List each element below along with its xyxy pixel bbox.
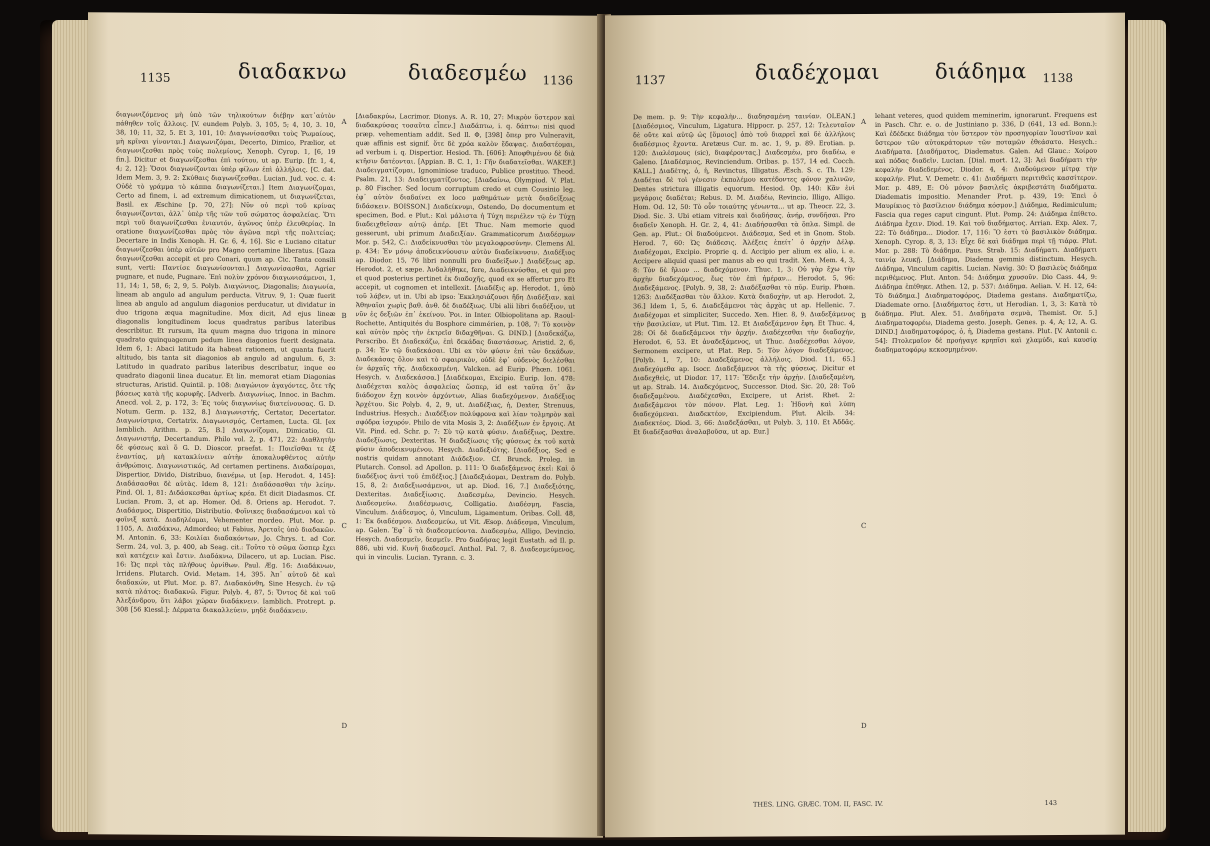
margin-letter: D [341, 721, 348, 731]
margin-letter: B [341, 311, 347, 321]
right-page-edges [1128, 20, 1166, 832]
running-headword: διαδεσμέω [408, 60, 528, 86]
margin-letter: C [341, 521, 347, 531]
open-book [48, 14, 1162, 836]
margin-letter: D [861, 721, 867, 731]
text-columns [116, 110, 575, 815]
running-headword: διάδημα [935, 59, 1027, 84]
margin-letter: A [861, 117, 867, 127]
signature-mark: 143 [1044, 798, 1057, 808]
page-number: 1136 [542, 73, 573, 88]
page-footer: THES. LING. GRÆC. TOM. II, FASC. IV. [753, 799, 884, 809]
left-page-header [88, 59, 603, 108]
right-page-header [605, 59, 1125, 108]
page-number: 1135 [140, 70, 171, 85]
right-page [605, 13, 1125, 838]
margin-letter: A [341, 117, 347, 127]
text-column-right: lehant veteres, quod quidem meminerim, ignorarunt. Frequens est in Pasch. Chr. e. o. de Justiniano p. 336, D (641, 13 ed. Bonn.): Καὶ ἐδέδεκε διάδημα τὸν ὕστερον τὸν προσηγορίαν Ἰουστῖνον καὶ ὕστερον τῶν αὐτοκράτορων τῶν ποταμῶν ἐθεάσατο. Hesych.: Διαδήματα. [Διαδήματος, Diadematus. Galen. Ad Glauc.: Χοίρου καὶ πόδας διαδεῖν. Lucian. [Dial. mort. 12, 3]: Ἀεὶ διαδήματι τὴν κεφαλὴν διαδεδεμένος. Diodor. 4, 4: Διαδούμενον μίτρᾳ τὴν κεφαλήν. Plut. V. Demetr. c. 41: Διαδήματι περιτιθεὶς κασσίτερον. Mor. p. 489, E: Οὐ μόνον βασιλεῖς ἀκριβεστάτη διαδήματα. Diadematis impositio. Menander Prot. p. 439, 19: Ἐπεὶ ὁ Μαυρίκιος τὸ βασίλειον διάδημα κόσμον.] Διάδημα, Redimiculum; Fascia qua reges caput cingunt. Plut. Pomp. 24: Διάδημα ἐπίθετο. Διάδημα ἔχειν. Diod. 19. Καὶ τοῦ διαδήματος. Arrian. Exp. Alex. 7, 22: Τὸ διάδημα... Diodor. 17, 116: Ὃ ἐστι τὸ βασιλικὸν διάδημα. Xenoph. Cyrop. 8, 3, 13: Εἶχε δὲ καὶ διάδημα περὶ τῇ τιάρᾳ. Plut. Mor. p. 288: Τὸ διάδημα. Paus. Strab. 15: Διαδήματι. Διαδήματι ταινίᾳ λευκῇ. [Διάδημα, Diadema gemmis distinctum. Hesych. Διάδημα, Vinculum capitis. Lucian. Navig. 30: Ὁ βασιλεὺς διάδημα περιθέμενος. Plut. Anton. 54: Διάδημα χρυσοῦν. Dio Cass. 44, 9: Διάδημα ἐπέθηκε. Athen. 12, p. 537: Διάδημα. Aelian. V. H. 12, 64: Τὸ διάδημα.] Διαδηματοφόρος, Diadema gestans. Διαδηματίζω, Diademate orno. [Διαδήματος ἐστι, ut Herodian. 1, 3, 3: Κατὰ τὸ διάδημα. Plut. Alex. 51. Διαδήματα σεμνὰ, Themist. Or. 5.] Διαδηματοφορέω, Diadema gesto. Joseph. Genes. p. 4, A; 12, A. G. DIND.] Διαδηματοφόρος, ὁ, ἡ, Diadema gestans. Plut. [V. Antonii c. 54]: Πτολεμαῖον δὲ προήγαγε κρηπῖσι καὶ χλαμύδι, καὶ καυσίᾳ διαδηματοφόρῳ κεκοσμημένον. [875, 110, 1097, 354]
left-page-edges [52, 20, 90, 832]
text-column-right: [Διαδακρύω, Lacrimor. Dionys. A. R. 10, 27: Μικρὸν ὕστερον καὶ διαδακρύσας τοσαῦτα εἶπεν.] Διαδάπτω, i. q. δάπτω: nisi quod præp. vehementiam addit. Sed Il. Φ, [398] ὅπερ pro Vulneravit, quæ affinis est signif. ὅτε δὲ χρόα καλὸν ἔδαψας. Διαδατέομαι, ad verbum i. q. Dispertior. Hesiod. Th. [606]: Ἀποφθιμένου δὲ διὰ κτῆσιν δατέονται. [Appian. B. C. 1, 1: Γῆν διαδατεῖσθαι. WAKEF.] Διαδειγματίζομαι, Ignominiose traduco, Publice prostituo. Theod. Psalm. 21, 13: Διαδειγματίζοντος. [Διαδαίνω, Olympiod. V. Plat. p. 80 Fischer. Sed locum corruptum credo et cum Cousinio leg. ἐφ᾽ αὐτὸν διαδαίνει ex loco μαθημάτων μετὰ διαδείξεως διδάσκειν. BOISSON.] Διαδείκνυμι, Ostendo, Do documentum et specimen, Bod. e Plut.: Καὶ μάλιστα ἡ Τύχη περιέλεν τῷ ἐν Τύχῃ διαδειχθεῖσαν αὐτῷ ἀπέρ. [Et Thuc. Nam memorie quod gesserunt, ubi primum Διαδειξίαν. Grammaticorum Διαδέσμων Mor. p. 542, C.: Διαδείκνυσθαι τὸν μεγαλοφροσύνην. Clemens Al. p. 434: Ἐν μόνῳ ἀποδεικνύουσιν αὐτὸν διαδείκνυσιν. Διαδέξιος ap. Diodor. 15, 76 libri nonnulli pro διαδείξων.] Διαδέξεως ap. Herodot. 2, et sæpe. Ἀνδαλήθηκε, fere, Διαδεικνύσθαι, et qui pro et quod posterius pertinet ἐκ διαδοχῆς, quod ex se affertur pro Et accepit, ut cognomen et intellexit. [Διαδέξις ap. Herodot. 1, ὑπὸ τοῦ λάβεν, ut in. Ubi ab ipso: Ἐκκλησιάζουσι ἤδη Διαδέξιαν. καὶ Ἀθηναῖοι χωρὶς βαθ. ἀνθ. δὲ διαδέξιως. Ubi alii libri διαδέξιον, ut νῦν ἐς δεξιῶν ἐπ᾽ ἐκείνου. Ῥοι. in Inter. Olbiopolitana ap. Raoul-Rochette, Antiquités du Bosphore cimmérien, p. 108, 7: Τὸ κοινὸν καὶ αὐτὸν πρὸς τὴν ἐκτρεῖσ διδαχθῆναι. G. DIND.] [Διαδεκάζω, Perscribo. Et Διαδεκάζω, ἐπὶ δεκάδας διαστάσεως. Aristid. 2, 6, p. 34: Ἐν τῷ διαδεκάσαι. Ubi ex τὸν φύσιν ἐπὶ τῶν δεκάδων. Διαδεκάσας ὅλον καὶ τὸ σφαιρικὸν, οὐδὲ ἐφ᾽ οὐδενὸς διελέσθαι ἐν ἀρχαῖς τῆς. Διαδεκασμένη. Valcken. ad Eurip. Phœn. 1061. Hesych. v. Διαδεκάσσα.] [Διαδέκομαι, Excipio. Eurip. Ion. 478: Διαδέχεται καλὸς ἀσφαλείας ὥσπερ, id est ταῦτα ὅτ᾽ ἂν διάδοχον ἔχῃ κοινὸν ἀρχόντων, Alias διαδεχόμενον. Διαδέξιος Ἀρχέτου. Sic Polyb. 4, 2, 9, ut. Διαδέξιας, ἡ, Dexter, Strenuus, Industrius. Hesych.: Διαδέξιον πολύφρονα καὶ λίαν τολμηρὸν καὶ σφόδρα ἰσχυρόν. Philo de vita Mosis 3, 2: Διαδέξιων ἐν ἔργοις. At Vit. Pind. ed. Schr. p. 7: Σὺ τῷ κατὰ φύσιν. Διαδέξιως, Dextre. Διαδεξίωσις, Dexteritas. Ἡ διαδεξίωσις τῆς φύσεως ἐκ τοῦ κατὰ φύσιν ἀποδεικνυμένου. Hesych. Διαδεξιότης. [Διαδέξιος, Sed e nostris quidam annotant Διάδεξιον. Cf. Brunck. Proleg. in Plutarch. Consol. ad Apollon. p. 111: Ὁ διαδεξάμενος ἐκεῖ: Καὶ ὁ διαδέξιος ἀντὶ τοῦ ἐπιδέξιος.] [Διαδεξιάομαι, Dextram do. Polyb. 15, 8, 2: Διαδεξιωσάμενοι, ut ap. Diod. 16, 7.] Διαδεξιότης, Dexteritas. Διαδεξίωσις. Διαδεσμέω, Devincio. Hesych. Διαδεσμεύω. Διαδέσμωσις, Colligatio. Διαδέσμη, Fascia, Vinculum. Διάδεσμος, ὁ, Vinculum, Ligamentum. Oribas. Coll. 48, 1: Ἐκ διαδέσμου. Διαδεσμεύω, ut Vit. Æsop. Διάδεσμα, Vinculum, ap. Galen. Ἐφ᾽ ὅ τὰ διαδεσμεύοντα. Διαδεσμέω, Alligo, Devincio. Hesych. Διαδεσμεῖν, δεσμεῖν. Pro διαδήσας legit Eustath. ad Il. p. 886, ubi vid. Κυνῆ διαδεσμεῖ. Anthol. Pal. 7, 8. Διαδεσμεύμενος, qui in vinculis. Lucian. Tyrann. c. 3. [355, 112, 575, 562]
text-column-left: διαγωνιζόμενος μὴ ὑπὸ τῶν τηλικούτων διέβην κατ᾽αὐτὸν πάθηθεν τοῖς ἄλλοις. [V. eundem Polyb. 3, 105, 5; 4, 10, 3. 10, 38, 10; 11, 32, 5. Et 3, 101, 10: Διαγωνίσασθαι τοὺς Ῥωμαίους, μὴ κρῖναι γίνονται.] Διαγωνιζόμαι, Decerto, Dimico, Prælior, et διαγωνιζεσθαι πρὸς τοὺς πολεμίους, Xenoph. Cyrop. 1, [6, 19 fin.]. Dicitur et διαγωνίζεσθαι ἐπὶ τούτου, ut ap. Eurip. [fr. 1, 4, 4; 2, 12]: Ὅσοι διαγωνίζονται ὑπὲρ φίλων ἐπὶ ἀλλήλοις. [C. dat. Idem Mem. 3, 9. 2: Σκύθαις διαγωνίζεσθαι. Lucian. Jud. voc. c. 4: Οὐδὲ τὸ γράμμα τὸ κάππα διαγωνίζεται.] Item Διαγωνίζομαι, Certo ad finem, i. ad extremum dimicationem, ut διαγωνίζεται, Basil. ex Æschine [p. 70, 27]: Νῦν οὐ περὶ τοῦ κρίνας διαγωνίζονται, ἀλλ᾽ ὑπὲρ τῆς τῶν τοῦ σώματος ἀσφαλείας. Ὅτι περὶ τοῦ διαγωνίζεσθαι ἐνιαυτόν, ἀγῶνος ὑπὲρ ἐλευθερίας. In oratione διαγωνίζεσθαι πρὸς τὸν ἀγῶνα περὶ τῆς πολιτείας; Decertare in Indis Xenoph. H. Gr. 6, 4, 16]. Sic e Luciano citatur διαγωνίζεσθαι ὑπὲρ αὐτῶν pro Magno certamine liberatus. [Gaza διαγωνίζεσθαι accepit et pro Conari, quum ap. Cic. Tanta consili sunt, verti: Παντίσε διαγωνίσονται.] Διαγωνίσασθαι, Agrier pugnare, et nude, Pugnare. Ἐπὶ πολὺν χρόνον διαγωνισάμενοι, 1, 11, 14; 1, 58, 6; 2, 9, 5. Polyb. Διαγώνιος, Diagonalis; Διαγωνία, lineam ab angulo ad angulum perducta. Vitruv. 9, 1: Quæ fuerit linea ab angulo ad angulum diagonios perducatur, ut dividatur in duo trigona æqua magnitudine. Mox dicit, Ad ejus lineæ diagonalis longitudinem locus quadratus paribus lateribus describitur. Et rursum, Ita quum magna duo trigona in minore quadrato quinquagenum pedum linea diagonios fuerit designata. Idem 6, 1: Abaci latitudo ita habeat rationem, ut quanta fuerit altitudo, bis tanta sit diagonios ab angulo ad angulum. 6, 3: Latitudo in quadrato paribus lateribus describatur, inque eo quadrato diagonii linea ducatur. Et lin. memorat etiam Diagonias structuras, Aristid. Quintil. p. 108: Διαγώνιον ἀγαγόντες, ὅτε τῆς βάσεως κατὰ τῆς κορυφῆς. [Adverb. Διαγωνίως, Innoc. in Bachm. Anecd. vol. 2, p. 172, 3: Ἐς τοὺς διαγωνίως διατείνουσας. G. D. Notum. Germ. p. 132, 8.] Διαγωνιστής, Certator, Decertator. Διαγωνίστρια, Certatrix. Διαγωνισμός, Certamen, Lucta. Gl. [ex Iamblich. Arithm. p. 25, B.] Διαγωνίζομαι, Dimicatio, Gl. Διαγωνιστήρ, Decertandum. Philo vol. 2, p. 471, 22: Διαθλητὴν δὲ φύσεως καὶ ὅ G. D. Dioscor. praefat. 1: Ποιεῖσθαι τε ἐξ ἐναντίας, μὴ κατακλίνειν αὐτὴν ἀποκαλυφθέντος αὐτὴν ἀνθρώποις. Διαγωνιστικός, Ad certamen pertinens. Διαδαίρομαι, Dispertior, Divido, Distribuo, διανέμω, ut [ap. Herodot. 4, 145]: Διαδάσασθαι δὲ αὐτὰς. Idem 8, 121: Διαδάσασθαι τὴν λείην. Pind. Ol. 1, 81: Διδάσκεσθαι ἀρτίως κρέα. Et dicit Diadasmos. Cf. Lucian. Prom. 3, et ap. Homer. Od. 8. Oriens ap. Herodot. 7. Διαδάσμος, Dispertitio, Distributio. Φοῖνικες διαδασάμενοι καὶ τὸ φοῖνιξ κατὰ. Διαδηλέομαι, Vehementer mordeo. Plut. Mor. p. 1105, A. Διαδάκνω, Admordeo; ut Fabius, Ἀρεταῖς ὑπὸ διαδακῶν. M. Antonin. 6, 33: Κοιλίαι διαδακόντων, Jo. Chrys. t. ad Cor. Serm. 24, vol. 3, p. 400, ab Seag. cit.: Τοῦτο τὸ σῶμα ὥσπερ ἔχει καὶ κατέχειν καὶ ἔστιν. Διαδάκνω, Dilacero, ut ap. Lucian. Pisc. 16: Ὡς περὶ τὰς πλήθους ὀρνίθων. Paul. Æg. 16: Διαδάκνων, Irridens. Plutarch. Ovid. Metam. 14, 395. Ἀπ᾽ αὐτοῦ δὲ καὶ διαδακών, ut Plut. Mor. p. 87. Διαδακόνθη, Sine Hesych. ἐν τῷ κατὰ πλάτος: διαδακνῶ. Figur. Polyb. 4, 87, 5: Ὄντος δὲ καὶ τοῦ Ἀλεξάνδρου, ὅτι λάβοι χώραν διαδάκνειν. Iamblich. Protrept. p. 308 [56 Kiessl.]: Δέρματα διακαλλεύειν, μηδὲ διαδάκνειν. [116, 110, 336, 615]
page-number: 1138 [1042, 70, 1073, 86]
left-page [88, 12, 603, 838]
text-columns [633, 111, 1097, 815]
margin-letter: C [861, 521, 867, 531]
text-column-left: De mem. p. 9: Τὴν κεφαλὴν... διαδησαμένη ταινίαν. OLEAN.] [Διαδέσμιος, Vinculum, Ligatura. Hippocr. p. 257, 12: Τελευταῖον δὲ οὔτε καὶ αὐτῷ ὡς [ὅμοιος] ἀπὸ τοῦ διαρρεῖ καὶ δὲ ἀλλήλοις διαδέσμιος ἔχοντα. Aretæus Cur. m. ac. 1, 9, p. 89. Erotian. p. 120: Διαλέσμους (sic), διαφέροντας.] Διαδεσμέω, pro διαδέω, e Galeno. [Διαδέσμιος, Revinciendum. Oribas. p. 157, 14 ed. Cocch. KALL.] Διαδέτης, ὁ, ἡ, Revinctus, Illigatus. Æsch. S. c. Th. 129: Διαδέται δὲ τοὶ γένεσιν ἐκπολέμου κατέδοντες φόνον χαλινῶν, Dentes strictura illigatis equorum. Hesiod. Op. 140: Κἂν ἐνὶ μεγάροις διαδέται; Rebus. D. M. Διαδέω, Revincio, Illigo, Alligo. Hom. Od. 12, 50: Τὸ οὖν τοιαύτης γένωντα... ut ap. Theocr. 22, 3. Diod. Sic. 3. Ubi etiam vitreis καὶ διαδήσας. ἀνήρ, συνδῆσαι. Pro διαδεῖν Xenoph. H. Gr. 2, 4, 41: Διαδήσασθαι τὰ ὅπλα. Simpl. de Gen. ap. Plut.: Οἱ διαδούμενοι. Διάδεσμα, Sed et in Gnom. Stob. Herod. 7, 60: Ὡς διάδεσις. Ἀλέξεις ἐπείτ᾽ ὁ ἀρχὴν Δέλφ. Διαδέχομαι, Excipio. Proprie q. d. Accipio per alium ex alio, i. e. Accipere aliquid quasi per manus ab eo qui tradit. Xen. Mem. 4, 3, 8: Τὸν δὲ ἥλιον ... διαδεχόμενον. Thuc. 1, 3: Οὐ γὰρ ἔχω τὴν ἀρχὴν διαδεχόμενος, ἔως τὸν ἐπὶ ἡμέραν... Herodot. 5, 96: Διαδεξάμενος. [Polyb. 9, 38, 2: Διαδέξασθαι τὸ πῦρ. Eurip. Phœn. 1263: Διαδέξασθαι τὸν ἄλλον. Κατὰ διαδοχὴν, ut ap. Herodot. 2, 36.] Idem 1, 5, 6. Διαδεξάμενοι τὰς ἀρχὰς ut ap. Hellenic. 7. Διαδέχομαι et simpliciter, Succedo. Xen. Hier. 8, 9. Διαδεξάμενος τὴν βασιλείαν, ut Plut. Tim. 12. Et Διαδεξάμενον ἔφη. Et Thuc. 4, 28: Οἱ δὲ διαδεξάμενοι τὴν ἀρχήν. Διαδέχεσθαι τὴν διαδοχήν, Herodot. 6, 53. Et ἀναδεξάμενος, ut Thuc. Διαδέχεσθαι λόγον, Sermonem excipere, ut Plat. Rep. 5: Τὸν λόγον διαδεξάμενος. [Polyb. 1, 7, 10: Διαδεξάμενος ἀλλήλοις. Diod. 11, 65.] Διαδεχόμεθα ap. Isocr. Διαδεξάμενοι τὰ τῆς φύσεως. Dicitur et Διαδεχθεὶς, ut Diodor. 17, 117: Ἔδειξε τὴν ἀρχὴν. [Διαδεξαμένη, ut ap. Strab. 14. Διαδεχόμενος, Successor. Diod. Sic. 20, 28: Τοῦ διαδεξαμένου. Διαδέχεσθαι, Excipere, ut Arist. Rhet. 2: Διαδεξάμενοι τὸν πόνον. Plat. Leg. 1: Ἡδονὴ καὶ λύπη διαδεχόμεναι. Διαδεκτέον, Excipiendum. Plut. Alcib. 34: Διαδεκτέος. Diod. 3, 66: Διαδεξάσθαι, ut Polyb. 3, 110. Et Ἀδδᾶς. Et διαδέξασθαι ἀναλαβοῦσα, ut ap. Eur.] [633, 112, 855, 437]
running-headword: διαδακνω [238, 59, 347, 85]
running-headword: διαδέχομαι [755, 59, 881, 85]
page-number: 1137 [635, 73, 666, 88]
margin-letter: B [861, 311, 867, 321]
